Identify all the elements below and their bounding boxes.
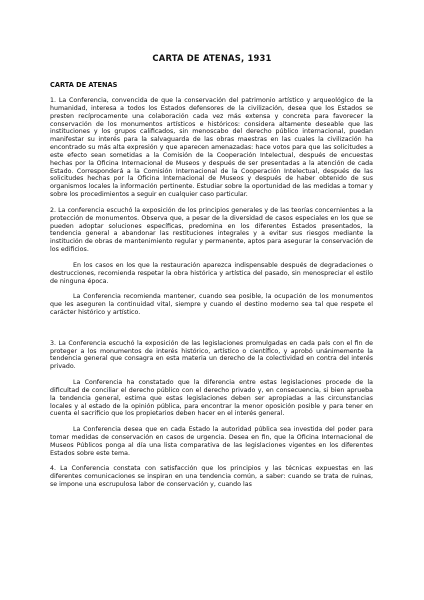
paragraph-3-legislation: La Conferencia ha constatado que la diferencia entre estas legislaciones procede de la dificultad de conciliar el derecho público con el derecho privado y, en consecuencia, si bien aprueba la tendencia general, estima que estas legislaciones deben ser apropiadas a las circunstancias locales y al estado de la opinión pública, para encontrar la menor oposición posible y para tener en cuenta el sacrificio que los propietarios deben hacer en el interés general. (50, 379, 373, 418)
paragraph-2-occupation: La Conferencia recomienda mantener, cuando sea posible, la ocupación de los monumentos que les aseguren la continuidad vital, siempre y cuando el destino moderno sea tal que respete el carácter histórico y artístico. (50, 293, 373, 316)
paragraph-3: 3. La Conferencia escuchó la exposición de las legislaciones promulgadas en cada país con el fin de proteger a los monumentos de interés histórico, artístico o científico, y aprobó unánimemente la tendencia general que consagra en esta materia un derecho de la colectividad en contra del interés privado. (50, 339, 373, 371)
paragraph-2-restoration: En los casos en los que la restauración aparezca indispensable después de degradaciones o destrucciones, recomienda respetar la obra histórica y artística del pasado, sin menospreciar el estilo de ninguna época. (50, 261, 373, 285)
document-title: CARTA DE ATENAS, 1931 (152, 53, 272, 63)
paragraph-1: 1. La Conferencia, convencida de que la conservación del patrimonio artístico y arqueológico de la humanidad, interesa a todos los Estados defensores de la civilización, desea que los Estados se presten recíprocamente una colaboración cada vez más extensa y concreta para favorecer la conservación de los monumentos artísticos e históricos: considera altamente deseable que las instituciones y los grupos calificados, sin menoscabo del derecho público internacional, puedan manifestar su interés para la salvaguarda de las obras maestras en las cuales la civilización ha encontrado su más alta expresión y que aparecen amenazadas: hace votos para que las solicitudes a este efecto sean sometidas a la Comisión de la Cooperación Intelectual, después de encuestas hechas por la Oficina Internacional de Museos y después de ser presentadas a la atención de cada Estado. Corresponderá a la Comisión Internacional de la Cooperación Intelectual, después de las solicitudes hechas por la Oficina Internacional de Museos y después de haber obtenido de sus organismos locales la información pertinente. Estudiar sobre la oportunidad de las medidas a tomar y sobre los procedimientos a seguir en cualquier caso particular. (50, 97, 373, 199)
document-body (50, 97, 373, 497)
paragraph-3-authority: La Conferencia desea que en cada Estado la autoridad pública sea investida del poder para tomar medidas de conservación en casos de urgencia. Desea en fin, que la Oficina Internacional de Museos Públicos ponga al día una lista comparativa de las legislaciones vigentes en los diferentes Estados sobre este tema. (50, 426, 373, 457)
document-subtitle: CARTA DE ATENAS (50, 81, 118, 89)
paragraph-2: 2. La conferencia escuchó la exposición de los principios generales y de las teorías concernientes a la protección de monumentos. Observa que, a pesar de la diversidad de casos especiales en los que se pueden adoptar soluciones específicas, predomina en los diferentes Estados presentados, la tendencia general a abandonar las restituciones integrales y a evitar sus riesgos mediante la institución de obras de mantenimiento regular y permanente, aptos para asegurar la conservación de los edificios. (50, 206, 373, 254)
paragraph-4: 4. La Conferencia constata con satisfacción que los principios y las técnicas expuestas en las diferentes comunicaciones se inspiran en una tendencia común, a saber: cuando se trata de ruinas, se impone una escrupulosa labor de conservación y, cuando las (50, 465, 373, 489)
